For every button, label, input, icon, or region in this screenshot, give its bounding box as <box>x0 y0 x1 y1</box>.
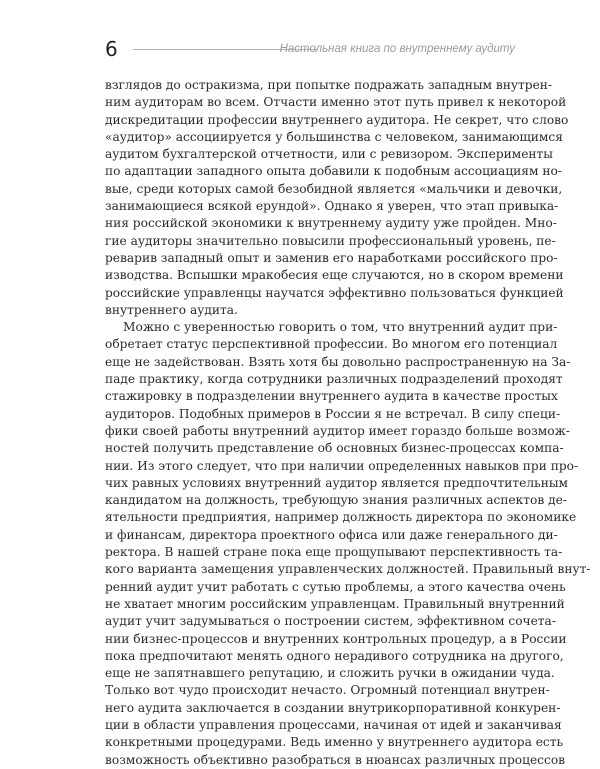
paragraph <box>105 319 591 769</box>
text-line: возможность объективно разобраться в нюансах различных процессов <box>105 752 566 767</box>
text-line: вые, среди которых самой безобидной является «мальчики и девочки, <box>105 181 563 196</box>
text-line: кого варианта замещения управленческих должностей. Правильный внут- <box>105 562 591 577</box>
text-line: конкретными процедурами. Ведь именно у внутреннего аудитора есть <box>105 735 564 750</box>
text-line: и финансам, директора проектного офиса или даже генерального ди- <box>105 527 558 542</box>
text-line: взглядов до остракизма, при попытке подражать западным внутрен- <box>105 78 553 92</box>
text-line: Можно с уверенностью говорить о том, что внутренний аудит при- <box>123 320 558 335</box>
text-line: него аудита заключается в создании внутрикорпоративной конкурен- <box>105 700 561 715</box>
body-text <box>105 77 591 769</box>
text-line: аудит учит задумываться о построении систем, эффективном сочета- <box>105 614 556 629</box>
text-line: ностей получить представление об основных бизнес-процессах компа- <box>105 441 564 456</box>
running-title: Настольная книга по внутреннему аудиту <box>279 43 515 55</box>
text-line: российские управленцы научатся эффективно пользоваться функцией <box>105 285 564 300</box>
text-line: по адаптации западного опыта добавили к подобным ассоциациям но- <box>105 164 562 179</box>
text-line: фики своей работы внутренний аудитор имеет гораздо больше возмож- <box>105 423 570 438</box>
text-line: нии. Из этого следует, что при наличии определенных навыков при про- <box>105 458 579 473</box>
text-line: аудиторов. Подобных примеров в России я не встречал. В силу специ- <box>105 406 561 421</box>
text-line: аудитом бухгалтерской отчетности, или с ревизором. Эксперименты <box>105 147 553 162</box>
text-line: занимающиеся всякой ерундой». Однако я уверен, что этап привыка- <box>105 199 559 214</box>
text-line: ним аудиторам во всем. Отчасти именно этот путь привел к некоторой <box>105 95 567 110</box>
text-line: пока предпочитают менять одного нерадивого сотрудника на другого, <box>105 648 564 663</box>
text-line: реварив западный опыт и заменив его наработками российского про- <box>105 250 558 265</box>
text-line: изводства. Вспышки мракобесия еще случаются, но в скором времени <box>105 268 564 283</box>
text-line: ренний аудит учит работать с сутью проблемы, а этого качества очень <box>105 579 566 594</box>
text-line: ции в области управления процессами, начиная от идей и заканчивая <box>105 717 562 732</box>
text-line: чих равных условиях внутренний аудитор является предпочтительным <box>105 475 569 490</box>
paragraph <box>105 77 569 319</box>
text-line: ятельности предприятия, например должность директора по экономике <box>105 510 577 525</box>
text-line: обретает статус перспективной профессии. Во многом его потенциал <box>105 337 558 352</box>
text-line: «аудитор» ассоциируется у большинства с человеком, занимающимся <box>105 129 563 144</box>
text-line: гие аудиторы значительно повысили профессиональный уровень, пе- <box>105 233 556 248</box>
text-line: ректора. В нашей стране пока еще прощупывают перспективность та- <box>105 545 563 560</box>
text-line: нии бизнес-процессов и внутренних контрольных процедур, а в России <box>105 631 567 646</box>
text-line: внутреннего аудита. <box>105 302 238 317</box>
text-line: еще не задействован. Взять хотя бы довольно распространенную на За- <box>105 354 571 369</box>
text-line: не хватает многим российским управленцам. Правильный внутренний <box>105 596 565 611</box>
text-line: дискредитации профессии внутреннего аудитора. Не секрет, что слово <box>105 112 569 127</box>
text-line: еще не запятнавшего репутацию, и сложить ручки в ожидании чуда. <box>105 666 555 681</box>
text-line: паде практику, когда сотрудники различных подразделений проходят <box>105 372 563 387</box>
page-number: 6 <box>105 37 118 61</box>
text-line: Только вот чудо происходит нечасто. Огромный потенциал внутрен- <box>105 683 550 698</box>
text-line: ния российской экономики к внутреннему аудиту уже пройден. Мно- <box>105 216 557 231</box>
text-line: кандидатом на должность, требующую знания различных аспектов де- <box>105 493 567 508</box>
page-header <box>105 38 515 62</box>
text-line: стажировку в подразделении внутреннего аудита в качестве простых <box>105 389 558 404</box>
